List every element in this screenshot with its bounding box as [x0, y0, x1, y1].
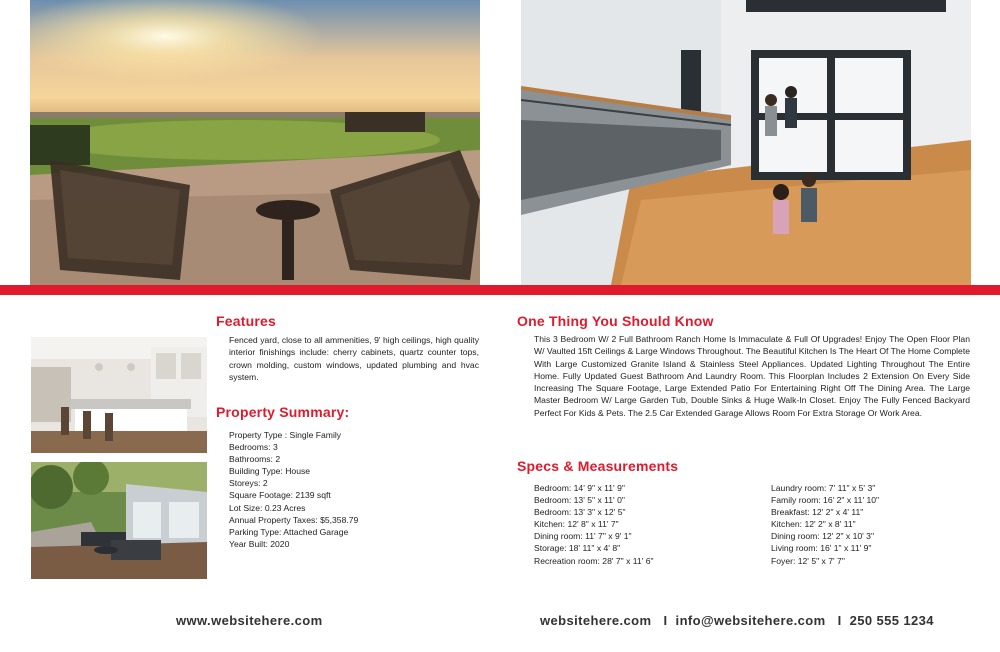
- summary-bedrooms: Bedrooms: 3: [229, 442, 278, 453]
- spec-item: Bedroom: 13' 3" x 12' 5": [534, 507, 626, 518]
- accent-band: [0, 285, 1000, 295]
- spec-item: Family room: 16' 2" x 11' 10": [771, 495, 880, 506]
- spec-item: Bedroom: 13' 5" x 11' 0": [534, 495, 625, 506]
- patio-sunset-photo: [30, 0, 480, 285]
- summary-property-type: Property Type : Single Family: [229, 430, 342, 440]
- spec-item: Foyer: 12' 5" x 7' 7": [771, 555, 845, 566]
- summary-storeys: Storeys: 2: [229, 478, 268, 489]
- spec-item: Living room: 16' 1" x 11' 9": [771, 543, 872, 554]
- specs-left-list: [534, 482, 654, 567]
- property-summary-list: [229, 429, 358, 550]
- footer-website-left: www.websitehere.com: [176, 613, 323, 628]
- staircase-photo: [521, 0, 971, 285]
- spec-item: Bedroom: 14' 9" x 11' 9": [534, 483, 625, 493]
- spec-item: Kitchen: 12' 8" x 11' 7": [534, 519, 619, 530]
- property-summary-heading: Property Summary:: [216, 404, 350, 420]
- kitchen-photo: [31, 337, 207, 453]
- spec-item: Breakfast: 12' 2" x 4' 11": [771, 507, 864, 518]
- summary-lot-size: Lot Size: 0.23 Acres: [229, 502, 306, 513]
- specs-heading: Specs & Measurements: [517, 458, 679, 474]
- spec-item: Recreation room: 28' 7" x 11' 6": [534, 555, 654, 566]
- summary-bathrooms: Bathrooms: 2: [229, 454, 281, 465]
- summary-building-type: Building Type: House: [229, 466, 311, 477]
- summary-square-footage: Square Footage: 2139 sqft: [229, 490, 331, 501]
- summary-property-taxes: Annual Property Taxes: $5,358.79: [229, 514, 359, 525]
- footer-contact-right: websitehere.com I info@websitehere.com I 250 555 1234: [540, 613, 934, 628]
- backyard-photo: [31, 462, 207, 579]
- spec-item: Dining room: 12' 2" x 10' 3": [771, 531, 875, 542]
- know-heading: One Thing You Should Know: [517, 313, 714, 329]
- spec-item: Storage: 18' 11" x 4' 8": [534, 543, 621, 554]
- summary-parking-type: Parking Type: Attached Garage: [229, 526, 349, 537]
- features-heading: Features: [216, 313, 276, 329]
- summary-year-built: Year Built: 2020: [229, 538, 290, 549]
- spec-item: Kitchen: 12' 2" x 8' 11": [771, 519, 856, 530]
- features-text: Fenced yard, close to all ammenities, 9' high ceilings, high quality interior finishings include: cherry cabinets, quartz counter tops, crown molding, custom windows, updated plumbing and hvac system.: [229, 335, 479, 382]
- specs-right-list: [771, 482, 879, 567]
- spec-item: Laundry room: 7' 11" x 5' 3": [771, 483, 876, 493]
- know-text: This 3 Bedroom W/ 2 Full Bathroom Ranch Home Is Immaculate & Full Of Upgrades! Enjoy The Open Floor Plan W/ Vaulted 15ft Ceilings & Large Windows Throughout. The Beautiful Kitchen Is The Heart Of The Home Complete With Large Customized Granite Island & Stainless Steel Appliances. Updated Lighting Throughout The Entire Home. Fully Updated Guest Bathroom And Laundry Room. This Floorplan Includes 2 Extension On Every Side Increasing The Square Footage, Large Extended Patio For Entertaining Right Off The Dining Area. The Large Master Bedroom W/ Large Garden Tub, Double Sinks & Huge Walk-In Closet. Enjoy The Fully Fenced Backyard Perfect For Kids & Pets. The 2.5 Car Extended Garage Allows Room For Extra Storage Or Work Area.: [534, 334, 970, 418]
- spec-item: Dining room: 11' 7" x 9' 1": [534, 531, 632, 542]
